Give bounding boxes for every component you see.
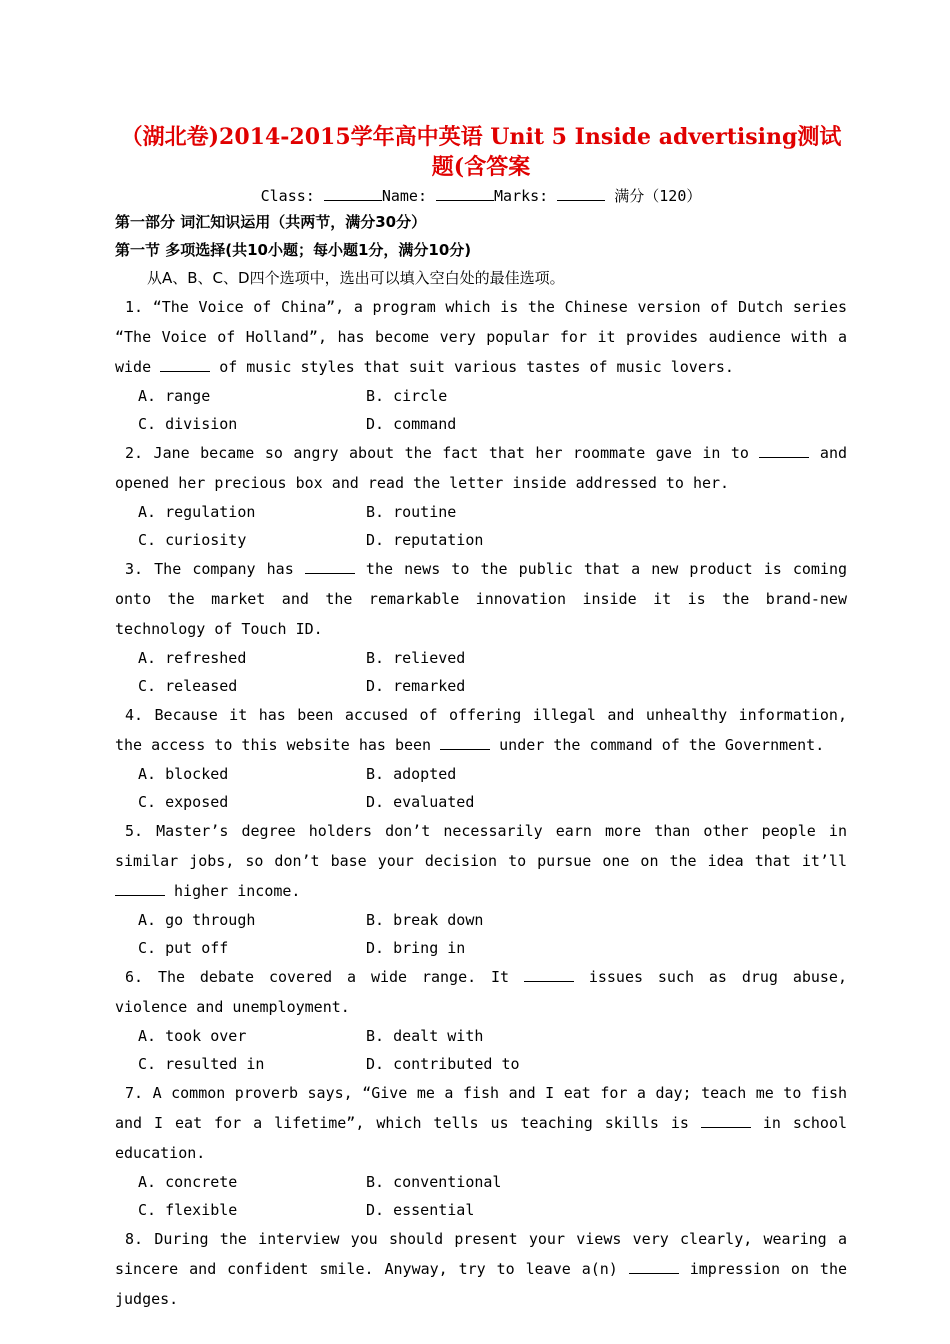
options-7	[115, 1168, 847, 1224]
option-a: A. concrete	[138, 1173, 238, 1191]
question-number: 8.	[125, 1230, 144, 1248]
question-number: 4.	[125, 706, 144, 724]
option-a: A. refreshed	[138, 649, 247, 667]
question-stem: Because it has been accused of offering illegal and unhealthy information, the access to this website has been	[115, 706, 847, 754]
answer-blank	[115, 881, 165, 896]
full-marks: 满分（120）	[614, 187, 702, 205]
option-a: A. regulation	[138, 503, 256, 521]
question-stem-end: higher income.	[174, 882, 301, 900]
question-stem-end: and opened her precious box and read the letter inside addressed to her.	[115, 444, 848, 492]
option-a: A. blocked	[138, 765, 229, 783]
question-1	[115, 292, 847, 382]
answer-blank	[305, 559, 355, 574]
document-page	[115, 122, 847, 1314]
question-8	[115, 1224, 847, 1314]
question-3	[115, 554, 847, 644]
options-2	[115, 498, 847, 554]
answer-blank	[759, 443, 809, 458]
question-number: 2.	[125, 444, 144, 462]
options-3	[115, 644, 847, 700]
question-stem: A common proverb says, “Give me a fish and I eat for a day; teach me to fish and I eat for a lifetime”, which tells us teaching skills is	[115, 1084, 848, 1132]
option-b: B. relieved	[366, 649, 466, 667]
option-c: C. resulted in	[138, 1055, 265, 1073]
option-c: C. exposed	[138, 793, 229, 811]
name-label: Name:	[381, 187, 427, 205]
document-title: （湖北卷)2014-2015学年高中英语 Unit 5 Inside advertising测试题(含答案	[120, 124, 842, 180]
option-c: C. division	[138, 415, 238, 433]
question-stem: During the interview you should present your views very clearly, wearing a sincere and confident smile. Anyway, try to leave a(n)	[115, 1230, 847, 1278]
option-d: D. bring in	[366, 939, 466, 957]
question-number: 6.	[125, 968, 144, 986]
marks-label: Marks:	[494, 187, 549, 205]
question-stem: The company has	[154, 560, 294, 578]
option-a: A. range	[138, 387, 211, 405]
question-5	[115, 816, 847, 906]
class-blank	[324, 186, 382, 201]
question-stem: Master’s degree holders don’t necessarily earn more than other people in similar jobs, so don’t base your decision to pursue one on the idea that it’ll	[115, 822, 847, 870]
option-c: C. released	[138, 677, 238, 695]
question-7	[115, 1078, 847, 1168]
class-label: Class:	[260, 187, 315, 205]
option-b: B. conventional	[366, 1173, 502, 1191]
option-d: D. essential	[366, 1201, 475, 1219]
option-c: C. put off	[138, 939, 229, 957]
student-info-line	[115, 184, 847, 208]
question-4	[115, 700, 847, 760]
part-heading: 第一部分 词汇知识运用（共两节，满分30分）	[115, 213, 427, 231]
question-stem-end: in school education.	[115, 1114, 848, 1162]
option-a: A. go through	[138, 911, 256, 929]
question-stem-end: impression on the judges.	[115, 1260, 848, 1308]
question-stem-end: of music styles that suit various tastes of music lovers.	[219, 358, 734, 376]
option-d: D. reputation	[366, 531, 484, 549]
option-a: A. took over	[138, 1027, 247, 1045]
instruction: 从A、B、C、D四个选项中，选出可以填入空白处的最佳选项。	[147, 269, 565, 287]
question-stem: The debate covered a wide range. It	[157, 968, 510, 986]
option-d: D. remarked	[366, 677, 466, 695]
option-c: C. flexible	[138, 1201, 238, 1219]
question-6	[115, 962, 847, 1022]
question-stem-end: issues such as drug abuse, violence and unemployment.	[115, 968, 847, 1016]
question-stem-end: under the command of the Government.	[499, 736, 825, 754]
answer-blank	[629, 1259, 679, 1274]
answer-blank	[524, 967, 574, 982]
options-5	[115, 906, 847, 962]
question-stem: Jane became so angry about the fact that her roommate gave in to	[153, 444, 749, 462]
option-b: B. adopted	[366, 765, 457, 783]
question-2	[115, 438, 847, 498]
answer-blank	[440, 735, 490, 750]
question-number: 5.	[125, 822, 144, 840]
option-d: D. command	[366, 415, 457, 433]
name-blank	[436, 186, 494, 201]
question-number: 3.	[125, 560, 144, 578]
option-b: B. break down	[366, 911, 484, 929]
options-4	[115, 760, 847, 816]
question-number: 7.	[125, 1084, 144, 1102]
options-6	[115, 1022, 847, 1078]
question-number: 1.	[125, 298, 144, 316]
question-stem: “The Voice of China”, a program which is the Chinese version of Dutch series “The Voice of Holland”, has become very popular for it provides audience with a wide	[115, 298, 848, 376]
option-d: D. evaluated	[366, 793, 475, 811]
options-1	[115, 382, 847, 438]
option-b: B. dealt with	[366, 1027, 484, 1045]
question-list	[115, 292, 847, 1314]
section-heading: 第一节 多项选择(共10小题；每小题1分，满分10分)	[115, 241, 472, 259]
answer-blank	[701, 1113, 751, 1128]
question-stem-end: the news to the public that a new product is coming onto the market and the remarkable innovation inside it is the brand-new technology of Touch ID.	[115, 560, 848, 638]
option-b: B. routine	[366, 503, 457, 521]
option-d: D. contributed to	[366, 1055, 520, 1073]
answer-blank	[160, 357, 210, 372]
option-c: C. curiosity	[138, 531, 247, 549]
marks-blank	[557, 186, 605, 201]
option-b: B. circle	[366, 387, 448, 405]
